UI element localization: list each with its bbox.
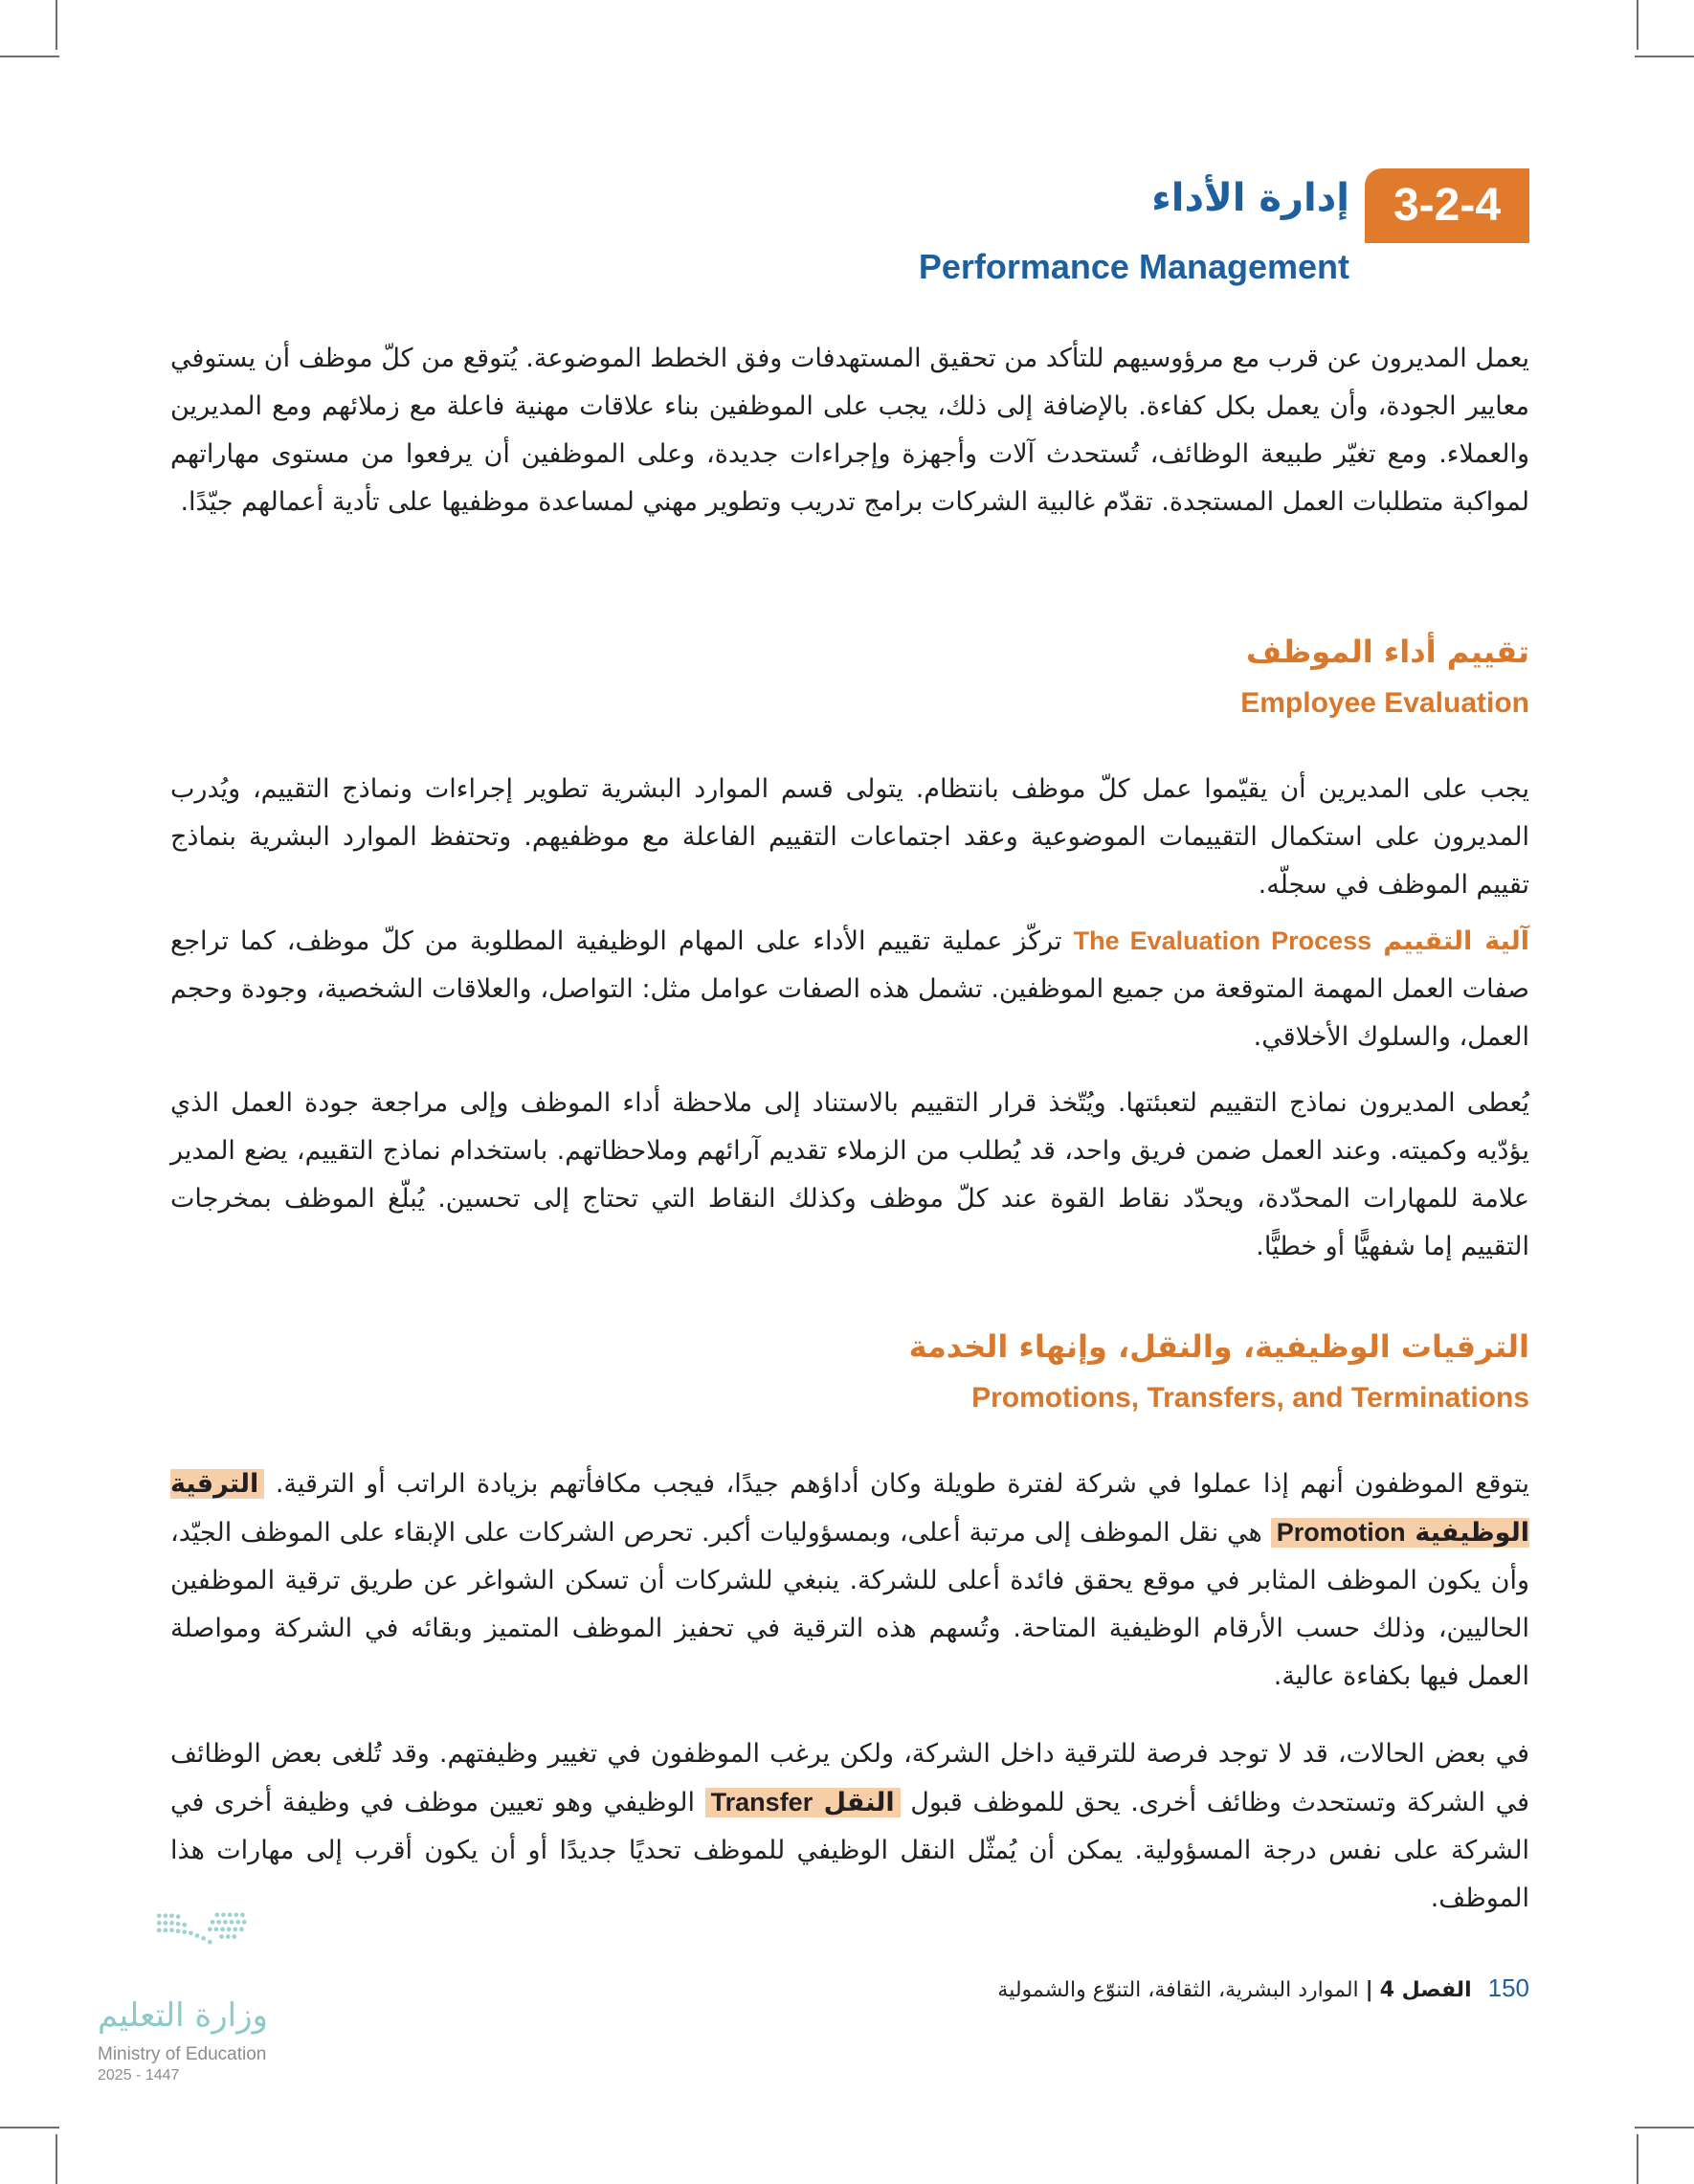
- section-header: [764, 161, 1529, 286]
- evaluation-paragraph-3: يُعطى المديرون نماذج التقييم لتعبئتها. ويُتّخذ قرار التقييم بالاستناد إلى ملاحظة أداء الموظف وإلى مراجعة جودة العمل الذي يؤدّيه وكميته. وعند العمل ضمن فريق واحد، قد يُطلب من الزملاء تقديم آرائهم وملاحظاتهم. باستخدام نماذج التقييم، يضع المدير علامة للمهارات المحدّدة، ويحدّد نقاط القوة عند كلّ موظف وكذلك النقاط التي تحتاج إلى تحسين. يُبلّغ الموظف بمخرجات التقييم إما شفهيًّا أو خطيًّا.: [170, 1088, 1529, 1261]
- ministry-logo-icon: [96, 1910, 316, 1996]
- section-number-badge: 3-2-4: [1365, 168, 1529, 243]
- crop-mark: [1637, 0, 1638, 50]
- evaluation-paragraph-1: يجب على المديرين أن يقيّموا عمل كلّ موظف بانتظام. يتولى قسم الموارد البشرية تطوير إجراءات ونماذج التقييم، ويُدرب المديرون على استكمال التقييمات الموضوعية وعقد اجتماعات التقييم الفاعلة مع موظفيهم. وتحتفظ الموارد البشرية بنماذج تقييم الموظف في سجلّه.: [170, 774, 1529, 900]
- promotions-paragraph-1-lead: يتوقع الموظفون أنهم إذا عملوا في شركة لفترة طويلة وكان أداؤهم جيدًا، فيجب مكافأتهم بزيادة الراتب أو الترقية.: [275, 1469, 1529, 1499]
- crop-mark: [1635, 2127, 1694, 2128]
- evaluation-process-term-ar: آلية التقييم: [1383, 926, 1529, 956]
- footer-separator: |: [1365, 1978, 1373, 2002]
- chapter-title: الموارد البشرية، الثقافة، التنوّع والشمولية: [997, 1978, 1359, 2002]
- page-footer: [997, 1973, 1529, 2003]
- promotion-term-ar: الترقية الوظيفية: [170, 1469, 1529, 1548]
- page-number: 150: [1487, 1973, 1529, 2002]
- transfer-term-highlight: [705, 1788, 901, 1817]
- crop-mark: [1635, 56, 1694, 57]
- transfer-term-en: Transfer: [710, 1788, 814, 1816]
- ministry-name-ar: وزارة التعليم: [98, 1996, 268, 2035]
- promotions-heading-en: Promotions, Transfers, and Terminations: [971, 1382, 1529, 1414]
- promotions-paragraph-2-rest: الوظيفي وهو تعيين موظف في وظيفة أخرى في الشركة على نفس درجة المسؤولية. يمكن أن يُمثّل النقل الوظيفي للموظف تحديًا جديدًا أو أن يكون أقرب إلى مهارات هذا الموظف.: [170, 1788, 1529, 1913]
- evaluation-heading-ar: تقييم أداء الموظف: [1245, 634, 1529, 670]
- promotions-paragraph-1: [170, 1460, 1529, 1701]
- evaluation-process-term-en: The Evaluation Process: [1073, 926, 1372, 955]
- evaluation-heading-en: Employee Evaluation: [1240, 687, 1529, 719]
- crop-mark: [0, 56, 59, 57]
- promotions-paragraph-1-rest: هي نقل الموظف إلى مرتبة أعلى، وبمسؤوليات أكبر. تحرص الشركات على الإبقاء على الموظف الجيّد، وأن يكون الموظف المثابر في موقع يحقق فائدة أعلى للشركة. ينبغي للشركات أن تسكن الشواغر عن طريق ترقية الموظفين الحاليين، وذلك حسب الأرقام الوظيفية المتاحة. وتُسهم هذه الترقية في تحفيز الموظف المتميز وبقائه في الشركة ومواصلة العمل فيها بكفاءة عالية.: [170, 1518, 1529, 1691]
- promotions-heading-ar: الترقيات الوظيفية، والنقل، وإنهاء الخدمة: [908, 1328, 1529, 1365]
- section-title-ar: إدارة الأداء: [1151, 176, 1349, 220]
- evaluation-paragraph-2: [170, 917, 1529, 1061]
- ministry-name-en: Ministry of Education: [98, 2044, 267, 2064]
- crop-mark: [56, 2134, 57, 2184]
- evaluation-paragraph-2-text: تركّز عملية تقييم الأداء على المهام الوظيفية المطلوبة من كلّ موظف، كما تراجع صفات العمل المهمة المتوقعة من جميع الموظفين. تشمل هذه الصفات عوامل مثل: التواصل، والعلاقات الشخصية، وجودة وحجم العمل، والسلوك الأخلاقي.: [170, 926, 1529, 1052]
- crop-mark: [56, 0, 57, 50]
- intro-paragraph: يعمل المديرون عن قرب مع مرؤوسيهم للتأكد من تحقيق المستهدفات وفق الخطط الموضوعة. يُتوقع من كلّ موظف أن يستوفي معايير الجودة، وأن يعمل بكل كفاءة. بالإضافة إلى ذلك، يجب على الموظفين بناء علاقات مهنية فاعلة مع زملائهم ومع المديرين والعملاء. ومع تغيّر طبيعة الوظائف، تُستحدث آلات وأجهزة وإجراءات جديدة، وعلى الموظفين أن يرفعوا من مستوى مهاراتهم لمواكبة متطلبات العمل المستجدة. تقدّم غالبية الشركات برامج تدريب وتطوير مهني لمساعدة موظفيها على تأدية أعمالهم جيّدًا.: [170, 344, 1529, 517]
- crop-mark: [1637, 2134, 1638, 2184]
- crop-mark: [0, 2127, 59, 2128]
- ministry-year: 2025 - 1447: [98, 2067, 180, 2084]
- promotions-paragraph-2: [170, 1730, 1529, 1923]
- transfer-term-ar: النقل: [823, 1788, 895, 1817]
- section-title-en: Performance Management: [918, 247, 1349, 286]
- chapter-label: الفصل 4: [1379, 1978, 1472, 2002]
- promotions-paragraph-2-lead: في بعض الحالات، قد لا توجد فرصة للترقية داخل الشركة، ولكن يرغب الموظفون في تغيير وظيفتهم. وقد تُلغى بعض الوظائف في الشركة وتستحدث وظائف أخرى. يحق للموظف قبول: [170, 1739, 1529, 1817]
- promotion-term-en: Promotion: [1276, 1518, 1406, 1547]
